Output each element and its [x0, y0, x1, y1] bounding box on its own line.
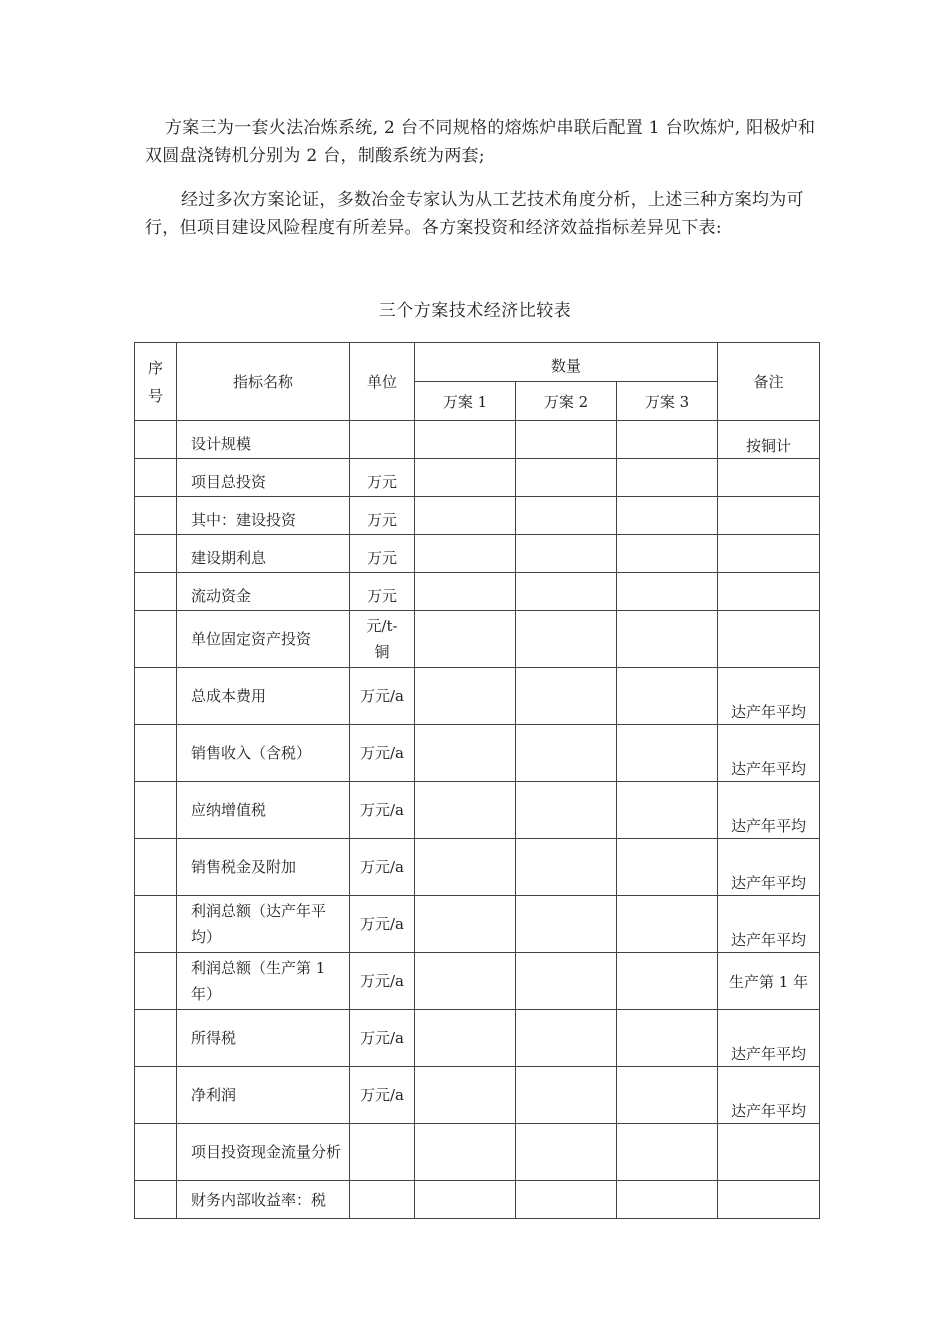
cell-plan-1 — [415, 1010, 516, 1067]
cell-plan-2 — [516, 535, 617, 573]
cell-plan-3 — [617, 573, 718, 611]
cell-plan-1 — [415, 839, 516, 896]
cell-plan-3 — [617, 953, 718, 1010]
cell-seq — [135, 1067, 177, 1124]
cell-seq — [135, 535, 177, 573]
table-row — [135, 1124, 820, 1181]
cell-plan-3 — [617, 1124, 718, 1181]
cell-note — [718, 459, 820, 497]
cell-name: 净利润 — [177, 1067, 350, 1124]
cell-plan-2 — [516, 459, 617, 497]
cell-note: 生产第 1 年 — [718, 953, 820, 1010]
cell-note — [718, 611, 820, 668]
header-plan-1: 万案 1 — [415, 382, 516, 421]
cell-plan-1 — [415, 421, 516, 459]
cell-plan-2 — [516, 839, 617, 896]
cell-plan-2 — [516, 725, 617, 782]
cell-plan-2 — [516, 1181, 617, 1219]
cell-unit: 万元 — [350, 459, 415, 497]
cell-note — [718, 535, 820, 573]
cell-note — [718, 1181, 820, 1219]
table-row — [135, 497, 820, 535]
table-row — [135, 421, 820, 459]
cell-name: 销售收入（含税） — [177, 725, 350, 782]
cell-plan-2 — [516, 1124, 617, 1181]
cell-plan-1 — [415, 725, 516, 782]
cell-plan-3 — [617, 535, 718, 573]
table-row — [135, 839, 820, 896]
cell-plan-2 — [516, 611, 617, 668]
cell-plan-1 — [415, 896, 516, 953]
cell-name: 利润总额（生产第 1 年） — [177, 953, 350, 1010]
cell-note — [718, 573, 820, 611]
cell-plan-1 — [415, 1067, 516, 1124]
cell-seq — [135, 497, 177, 535]
cell-unit: 万元/a — [350, 1010, 415, 1067]
cell-plan-3 — [617, 1067, 718, 1124]
cell-name: 项目投资现金流量分析 — [177, 1124, 350, 1181]
cell-plan-1 — [415, 535, 516, 573]
cell-seq — [135, 421, 177, 459]
cell-name: 项目总投资 — [177, 459, 350, 497]
cell-note — [718, 497, 820, 535]
table-row — [135, 896, 820, 953]
cell-plan-3 — [617, 421, 718, 459]
table-body — [135, 421, 820, 1219]
cell-plan-1 — [415, 953, 516, 1010]
paragraph-expert-review: 经过多次方案论证，多数冶金专家认为从工艺技术角度分析，上述三种方案均为可行，但项目建设风险程度有所差异。各方案投资和经济效益指标差异见下表: — [145, 190, 804, 238]
cell-name: 设计规模 — [177, 421, 350, 459]
cell-plan-3 — [617, 1010, 718, 1067]
table-row — [135, 535, 820, 573]
cell-plan-2 — [516, 421, 617, 459]
cell-plan-1 — [415, 459, 516, 497]
cell-seq — [135, 782, 177, 839]
cell-note: 达产年平均 — [718, 1010, 820, 1067]
cell-plan-3 — [617, 782, 718, 839]
cell-plan-2 — [516, 1010, 617, 1067]
cell-plan-2 — [516, 782, 617, 839]
cell-note: 达产年平均 — [718, 668, 820, 725]
comparison-table — [134, 342, 820, 1219]
cell-seq — [135, 668, 177, 725]
cell-plan-2 — [516, 896, 617, 953]
cell-seq — [135, 611, 177, 668]
table-caption: 三个方案技术经济比较表 — [378, 301, 572, 321]
cell-plan-2 — [516, 497, 617, 535]
cell-unit: 万元/a — [350, 953, 415, 1010]
cell-plan-3 — [617, 725, 718, 782]
cell-plan-2 — [516, 668, 617, 725]
cell-name: 建设期利息 — [177, 535, 350, 573]
cell-seq — [135, 953, 177, 1010]
cell-seq — [135, 459, 177, 497]
cell-seq — [135, 1181, 177, 1219]
cell-plan-1 — [415, 668, 516, 725]
cell-seq — [135, 896, 177, 953]
cell-note: 按铜计 — [718, 421, 820, 459]
cell-note: 达产年平均 — [718, 1067, 820, 1124]
cell-plan-1 — [415, 1124, 516, 1181]
cell-plan-1 — [415, 573, 516, 611]
cell-plan-3 — [617, 896, 718, 953]
cell-unit: 万元/a — [350, 782, 415, 839]
cell-seq — [135, 725, 177, 782]
cell-plan-2 — [516, 953, 617, 1010]
cell-plan-2 — [516, 1067, 617, 1124]
cell-seq — [135, 1010, 177, 1067]
cell-unit: 万元 — [350, 573, 415, 611]
cell-unit: 元/t-铜 — [350, 611, 415, 668]
cell-note — [718, 1124, 820, 1181]
cell-plan-3 — [617, 1181, 718, 1219]
table-row — [135, 953, 820, 1010]
cell-plan-3 — [617, 839, 718, 896]
header-plan-2: 万案 2 — [516, 382, 617, 421]
header-plan-3: 万案 3 — [617, 382, 718, 421]
cell-seq — [135, 573, 177, 611]
table-row — [135, 611, 820, 668]
cell-unit: 万元/a — [350, 1067, 415, 1124]
cell-plan-3 — [617, 611, 718, 668]
cell-unit: 万元/a — [350, 896, 415, 953]
table-row — [135, 1181, 820, 1219]
cell-unit — [350, 421, 415, 459]
cell-seq — [135, 839, 177, 896]
table-row — [135, 1010, 820, 1067]
header-unit: 单位 — [350, 343, 415, 421]
cell-unit: 万元/a — [350, 725, 415, 782]
table-row — [135, 1067, 820, 1124]
cell-plan-1 — [415, 1181, 516, 1219]
cell-note: 达产年平均 — [718, 839, 820, 896]
cell-unit: 万元 — [350, 497, 415, 535]
table-header — [135, 343, 820, 421]
cell-name: 总成本费用 — [177, 668, 350, 725]
cell-plan-3 — [617, 668, 718, 725]
cell-plan-3 — [617, 459, 718, 497]
header-note: 备注 — [718, 343, 820, 421]
cell-unit: 万元 — [350, 535, 415, 573]
table-row — [135, 573, 820, 611]
cell-note: 达产年平均 — [718, 896, 820, 953]
table-row — [135, 725, 820, 782]
cell-unit — [350, 1124, 415, 1181]
cell-name: 所得税 — [177, 1010, 350, 1067]
cell-plan-3 — [617, 497, 718, 535]
paragraph-plan-three: 方案三为一套火法冶炼系统, 2 台不同规格的熔炼炉串联后配置 1 台吹炼炉, 阳极炉和双圆盘浇铸机分别为 2 台，制酸系统为两套; — [145, 118, 816, 166]
cell-plan-1 — [415, 611, 516, 668]
header-name: 指标名称 — [177, 343, 350, 421]
cell-unit — [350, 1181, 415, 1219]
cell-name: 流动资金 — [177, 573, 350, 611]
cell-plan-2 — [516, 573, 617, 611]
cell-note: 达产年平均 — [718, 782, 820, 839]
cell-name: 利润总额（达产年平均） — [177, 896, 350, 953]
header-quantity: 数量 — [415, 343, 718, 382]
cell-name: 应纳增值税 — [177, 782, 350, 839]
cell-note: 达产年平均 — [718, 725, 820, 782]
cell-plan-1 — [415, 497, 516, 535]
cell-name: 其中：建设投资 — [177, 497, 350, 535]
table-row — [135, 668, 820, 725]
table-row — [135, 459, 820, 497]
cell-name: 财务内部收益率：税 — [177, 1181, 350, 1219]
cell-unit: 万元/a — [350, 839, 415, 896]
cell-seq — [135, 1124, 177, 1181]
table-row — [135, 782, 820, 839]
cell-unit: 万元/a — [350, 668, 415, 725]
header-seq: 序号 — [135, 343, 177, 421]
cell-name: 单位固定资产投资 — [177, 611, 350, 668]
cell-name: 销售税金及附加 — [177, 839, 350, 896]
cell-plan-1 — [415, 782, 516, 839]
